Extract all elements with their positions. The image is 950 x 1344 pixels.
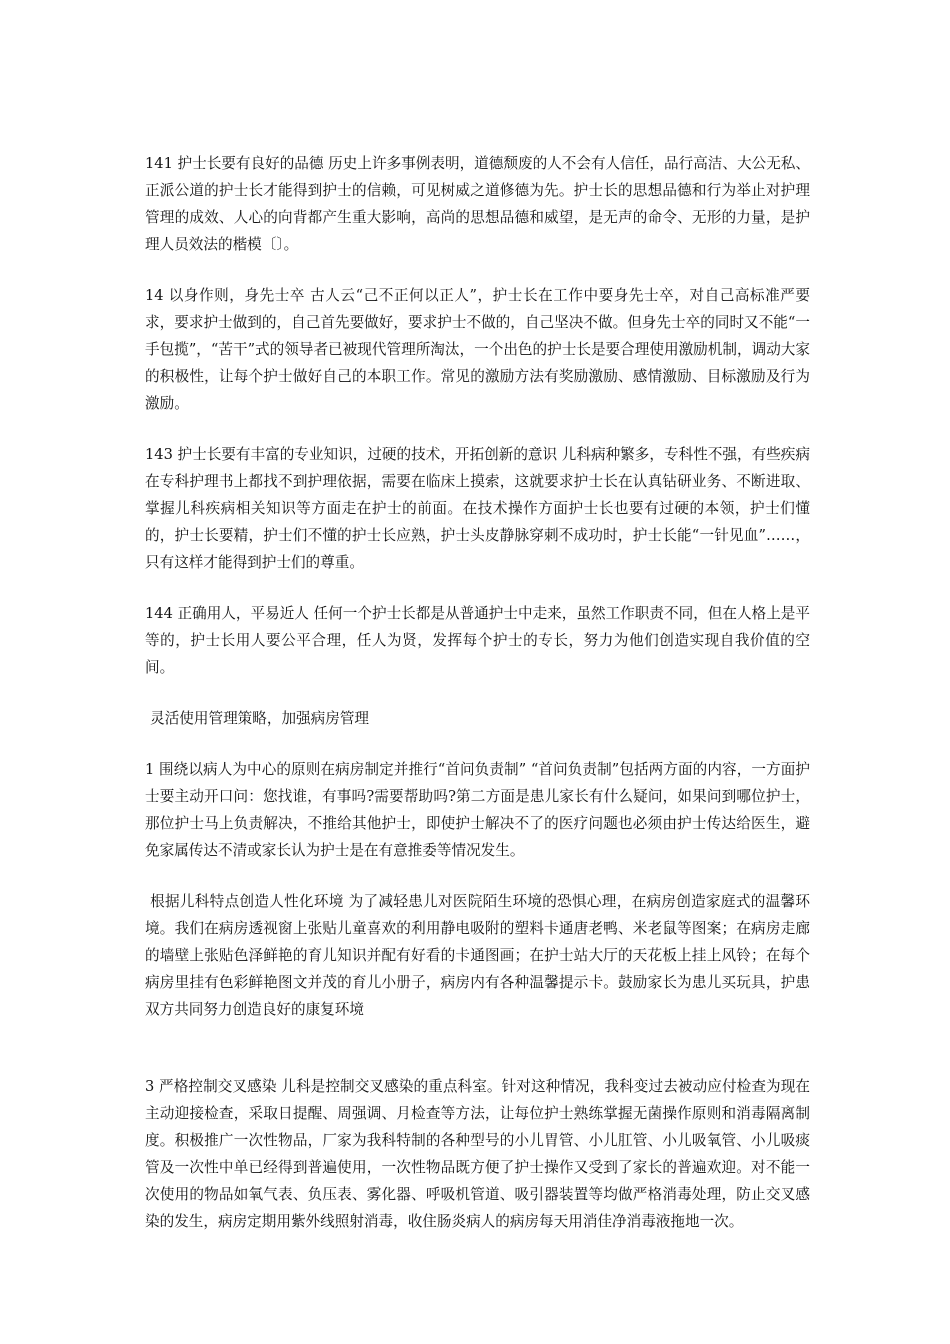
paragraph-144-fair-employment: 144 正确用人，平易近人 任何一个护士长都是从普通护士中走来，虽然工作职责不同，但在人格上是平等的，护士长用人要公平合理，任人为贤，发挥每个护士的专长，努力为他们创造实现自我价值的空间。 — [145, 605, 810, 676]
section-heading-ward-management: 灵活使用管理策略，加强病房管理 — [150, 710, 370, 727]
document-body — [145, 150, 810, 1235]
paragraph-1-first-inquiry-responsibility: 1 围绕以病人为中心的原则在病房制定并推行“首问负责制” “首问负责制”包括两方面的内容，一方面护士要主动开口问：您找谁，有事吗?需要帮助吗?第二方面是患儿家长有什么疑问，如果问到哪位护士，那位护士马上负责解决，不推给其他护士，即使护士解决不了的医疗问题也必须由护士传达给医生，避免家属传达不清或家长认为护士是在有意推委等情况发生。 — [145, 761, 810, 859]
paragraph-3-cross-infection-control: 3 严格控制交叉感染 儿科是控制交叉感染的重点科室。针对这种情况，我科变过去被动应付检查为现在主动迎接检查，采取日提醒、周强调、月检查等方法，让每位护士熟练掌握无菌操作原则和消毒隔离制度。积极推广一次性物品，厂家为我科特制的各种型号的小儿胃管、小儿肛管、小儿吸氧管、小儿吸痰管及一次性中单已经得到普遍使用，一次性物品既方便了护士操作又受到了家长的普遍欢迎。对不能一次使用的物品如氧气表、负压表、雾化器、呼吸机管道、吸引器装置等均做严格消毒处理，防止交叉感染的发生，病房定期用紫外线照射消毒，收住肠炎病人的病房每天用消佳净消毒液拖地一次。 — [145, 1078, 810, 1230]
paragraph-143-professional-knowledge: 143 护士长要有丰富的专业知识，过硬的技术，开拓创新的意识 儿科病种繁多，专科性不强，有些疾病在专科护理书上都找不到护理依据，需要在临床上摸索，这就要求护士长在认真钻研业务、不断进取、掌握儿科疾病相关知识等方面走在护士的前面。在技术操作方面护士长也要有过硬的本领，护士们懂的，护士长要精，护士们不懂的护士长应熟，护士头皮静脉穿刺不成功时，护士长能“一针见血”……，只有这样才能得到护士们的尊重。 — [145, 446, 810, 571]
paragraph-14-lead-by-example: 14 以身作则，身先士卒 古人云“己不正何以正人”，护士长在工作中要身先士卒，对自己高标准严要求，要求护士做到的，自己首先要做好，要求护士不做的，自己坚决不做。但身先士卒的同时又不能“一手包揽”，“苦干”式的领导者已被现代管理所淘汰，一个出色的护士长是要合理使用激励机制，调动大家的积极性，让每个护士做好自己的本职工作。常见的激励方法有奖励激励、感情激励、目标激励及行为激励。 — [145, 287, 810, 412]
paragraph-humanized-environment: 根据儿科特点创造人性化环境 为了减轻患儿对医院陌生环境的恐惧心理，在病房创造家庭式的温馨环境。我们在病房透视窗上张贴儿童喜欢的利用静电吸附的塑料卡通唐老鸭、米老鼠等图案；在病房走廊的墙壁上张贴色泽鲜艳的育儿知识并配有好看的卡通图画；在护士站大厅的天花板上挂上风铃；在每个病房里挂有色彩鲜艳图文并茂的育儿小册子，病房内有各种温馨提示卡。鼓励家长为患儿买玩具，护患双方共同努力创造良好的康复环境 — [145, 893, 810, 1018]
paragraph-141-nurse-morality: 141 护士长要有良好的品德 历史上许多事例表明，道德颓废的人不会有人信任，品行高洁、大公无私、正派公道的护士长才能得到护士的信赖，可见树威之道修德为先。护士长的思想品德和行为举止对护理管理的成效、人心的向背都产生重大影响，高尚的思想品德和威望，是无声的命令、无形的力量，是护理人员效法的楷模〔〕。 — [145, 155, 810, 253]
